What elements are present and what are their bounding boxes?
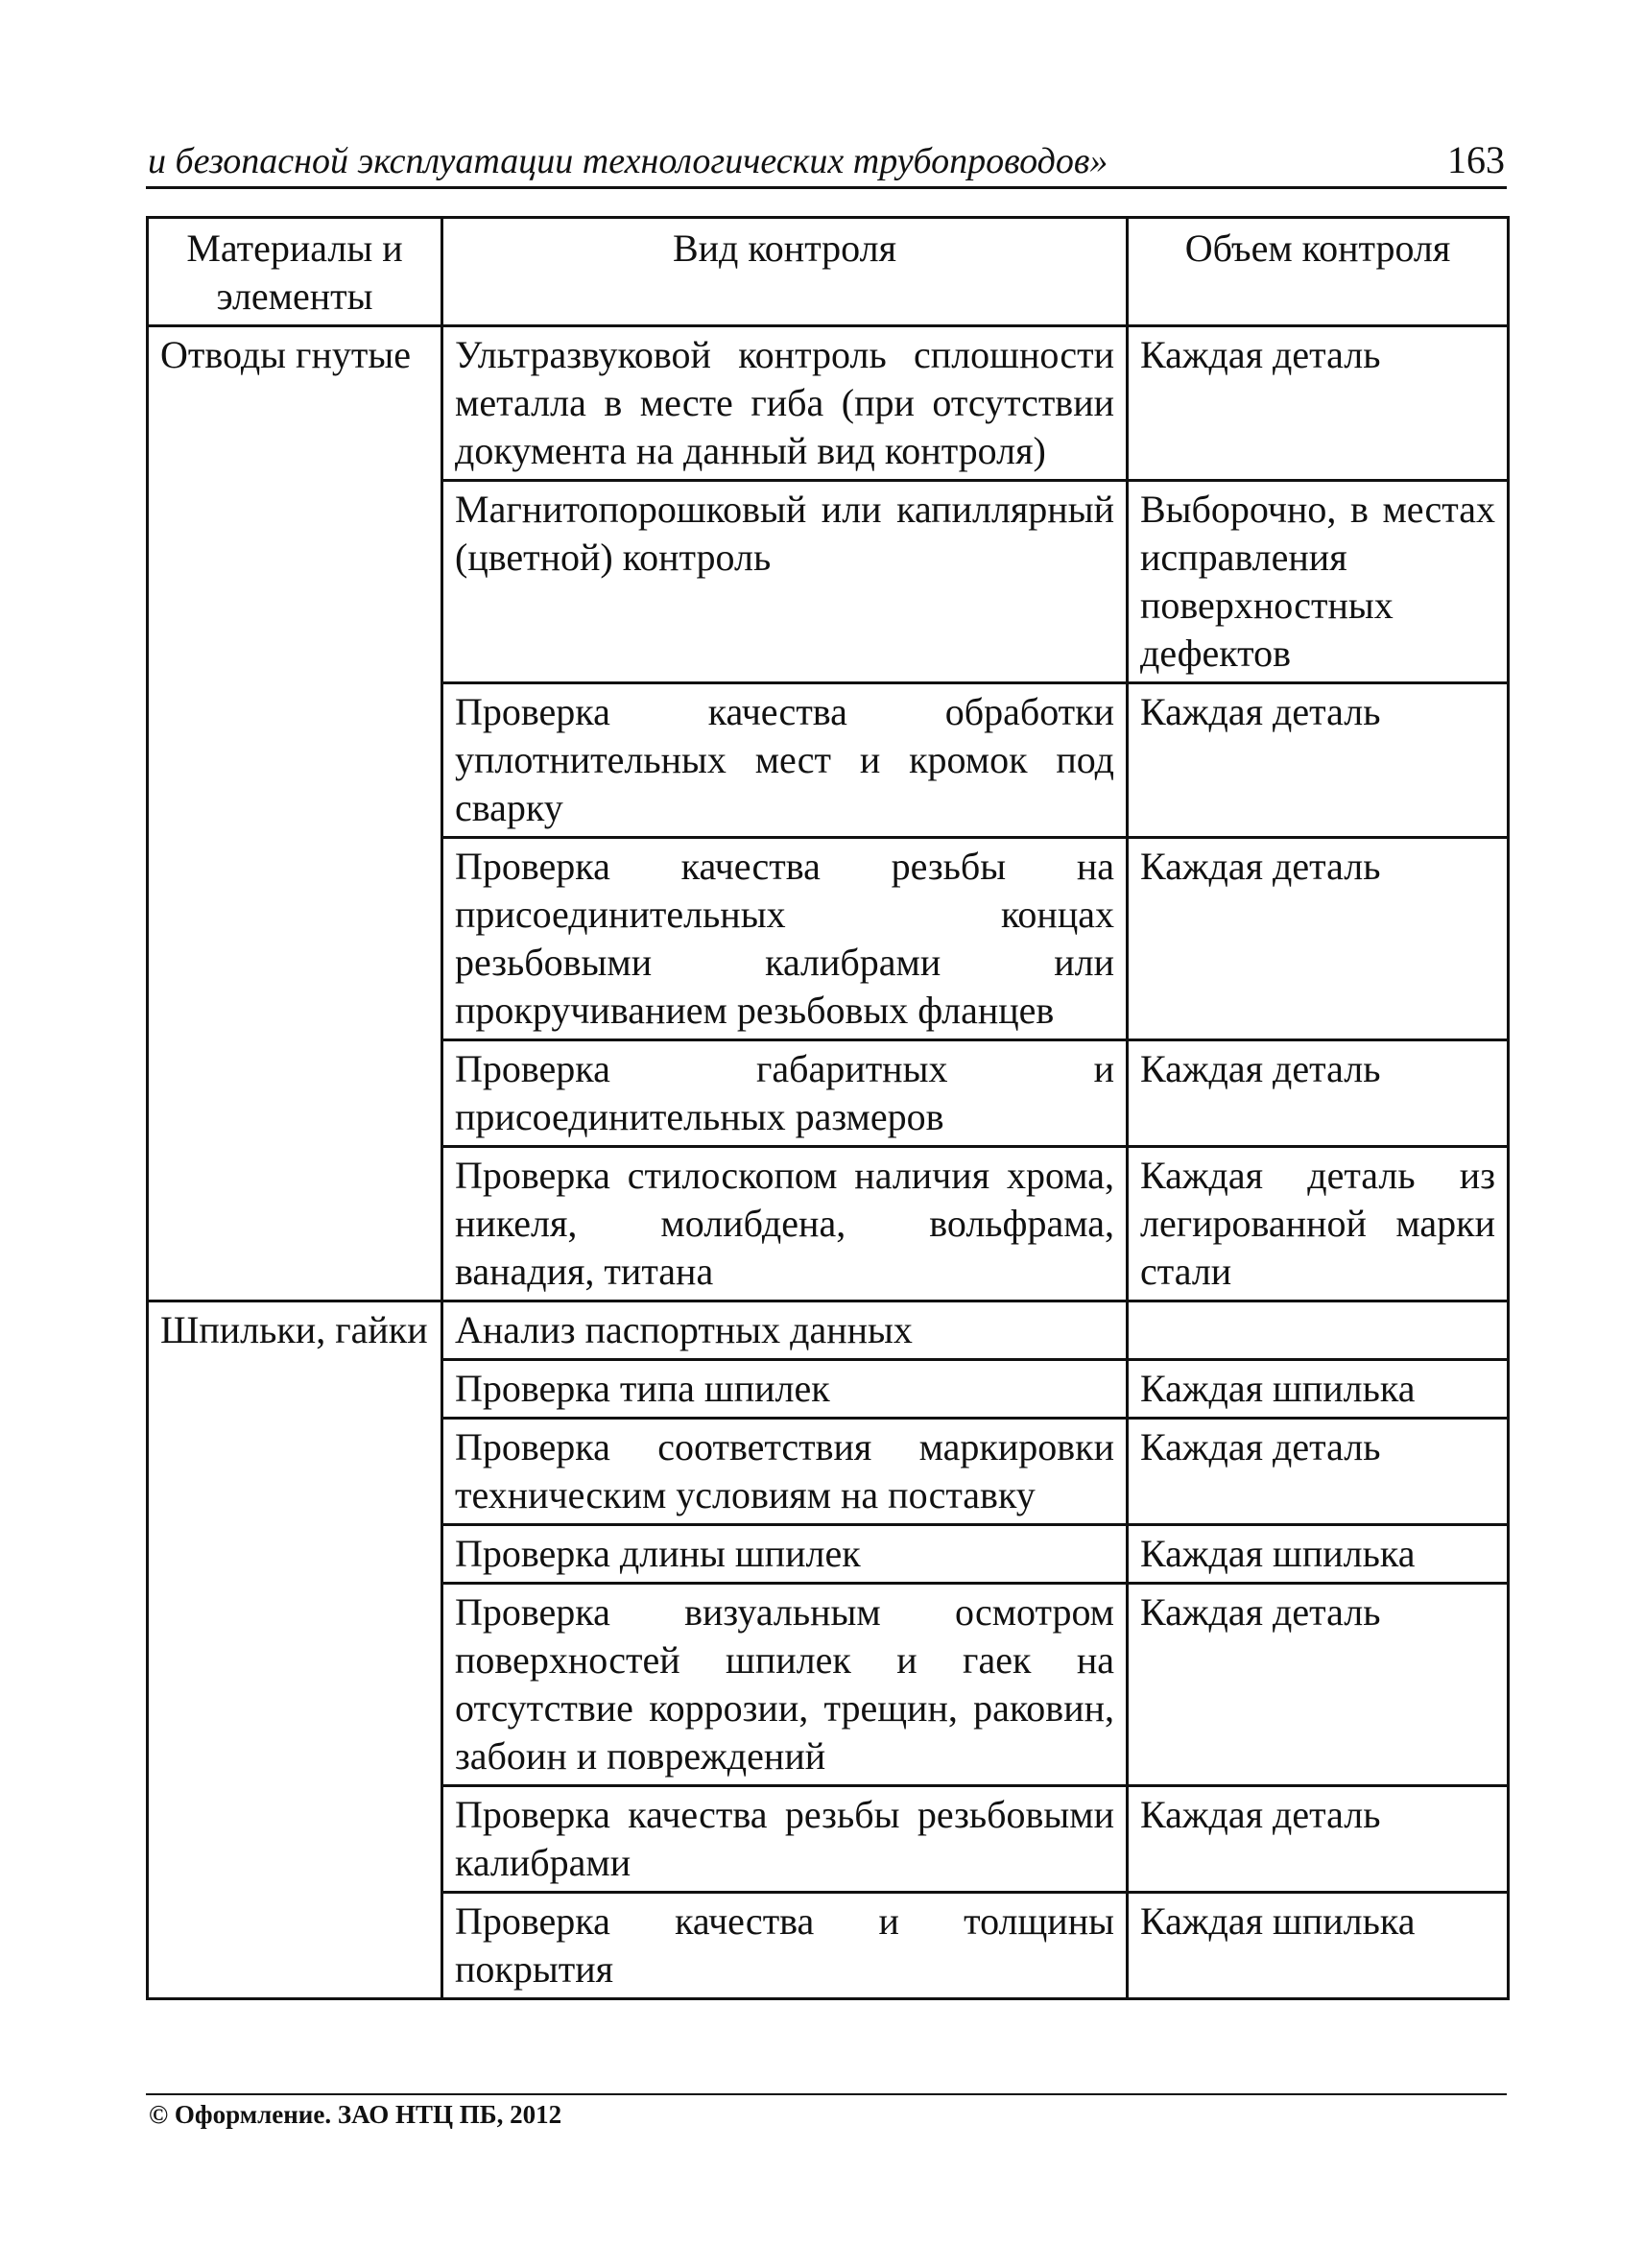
control-type-cell: Ультразвуковой контроль сплошности металла в месте гиба (при отсутствии документа на данный вид контроля) bbox=[442, 326, 1128, 481]
material-cell: Шпильки, гайки bbox=[148, 1301, 442, 1999]
column-header-materials: Материалы и элементы bbox=[148, 218, 442, 326]
column-header-control-volume: Объем контроля bbox=[1128, 218, 1509, 326]
control-volume-cell: Каждая деталь bbox=[1128, 838, 1509, 1040]
control-volume-cell: Каждая деталь bbox=[1128, 1040, 1509, 1147]
control-volume-cell: Каждая деталь bbox=[1128, 326, 1509, 481]
control-volume-cell: Каждая шпилька bbox=[1128, 1893, 1509, 1999]
control-type-cell: Проверка визуальным осмотром поверхностей шпилек и гаек на отсутствие коррозии, трещин, раковин, забоин и повреждений bbox=[442, 1584, 1128, 1786]
control-volume-cell bbox=[1128, 1301, 1509, 1360]
control-volume-cell: Каждая деталь bbox=[1128, 1419, 1509, 1525]
control-type-cell: Проверка соответствия маркировки техническим условиям на поставку bbox=[442, 1419, 1128, 1525]
running-header bbox=[146, 136, 1507, 189]
control-type-cell: Проверка габаритных и присоединительных размеров bbox=[442, 1040, 1128, 1147]
table-row bbox=[148, 1301, 1509, 1360]
control-volume-cell: Каждая деталь bbox=[1128, 1786, 1509, 1893]
control-type-cell: Проверка качества обработки уплотнительных мест и кромок под сварку bbox=[442, 683, 1128, 838]
column-header-control-type: Вид контроля bbox=[442, 218, 1128, 326]
control-type-cell: Анализ паспортных данных bbox=[442, 1301, 1128, 1360]
control-volume-cell: Каждая деталь bbox=[1128, 1584, 1509, 1786]
table-header-row bbox=[148, 218, 1509, 326]
control-type-cell: Проверка качества и толщины покрытия bbox=[442, 1893, 1128, 1999]
control-type-cell: Проверка качества резьбы резьбовыми калибрами bbox=[442, 1786, 1128, 1893]
page-number: 163 bbox=[1447, 138, 1505, 181]
control-volume-cell: Каждая деталь из легированной марки стали bbox=[1128, 1147, 1509, 1301]
control-type-cell: Проверка стилоскопом наличия хрома, никеля, молибдена, вольфрама, ванадия, титана bbox=[442, 1147, 1128, 1301]
control-type-cell: Магнитопорошковый или капиллярный (цветной) контроль bbox=[442, 481, 1128, 683]
control-volume-cell: Каждая шпилька bbox=[1128, 1360, 1509, 1419]
copyright-footer: © Оформление. ЗАО НТЦ ПБ, 2012 bbox=[149, 2100, 562, 2129]
footer-divider bbox=[146, 2093, 1507, 2095]
control-type-cell: Проверка длины шпилек bbox=[442, 1525, 1128, 1584]
control-volume-cell: Каждая шпилька bbox=[1128, 1525, 1509, 1584]
control-volume-cell: Каждая деталь bbox=[1128, 683, 1509, 838]
table-row bbox=[148, 326, 1509, 481]
control-volume-cell: Выборочно, в местах исправления поверхностных дефектов bbox=[1128, 481, 1509, 683]
control-type-cell: Проверка типа шпилек bbox=[442, 1360, 1128, 1419]
material-cell: Отводы гнутые bbox=[148, 326, 442, 1301]
control-type-cell: Проверка качества резьбы на присоединительных концах резьбовыми калибрами или прокручиванием резьбовых фланцев bbox=[442, 838, 1128, 1040]
control-table bbox=[146, 216, 1510, 2000]
running-header-title: и безопасной эксплуатации технологических трубопроводов» bbox=[148, 141, 1108, 181]
